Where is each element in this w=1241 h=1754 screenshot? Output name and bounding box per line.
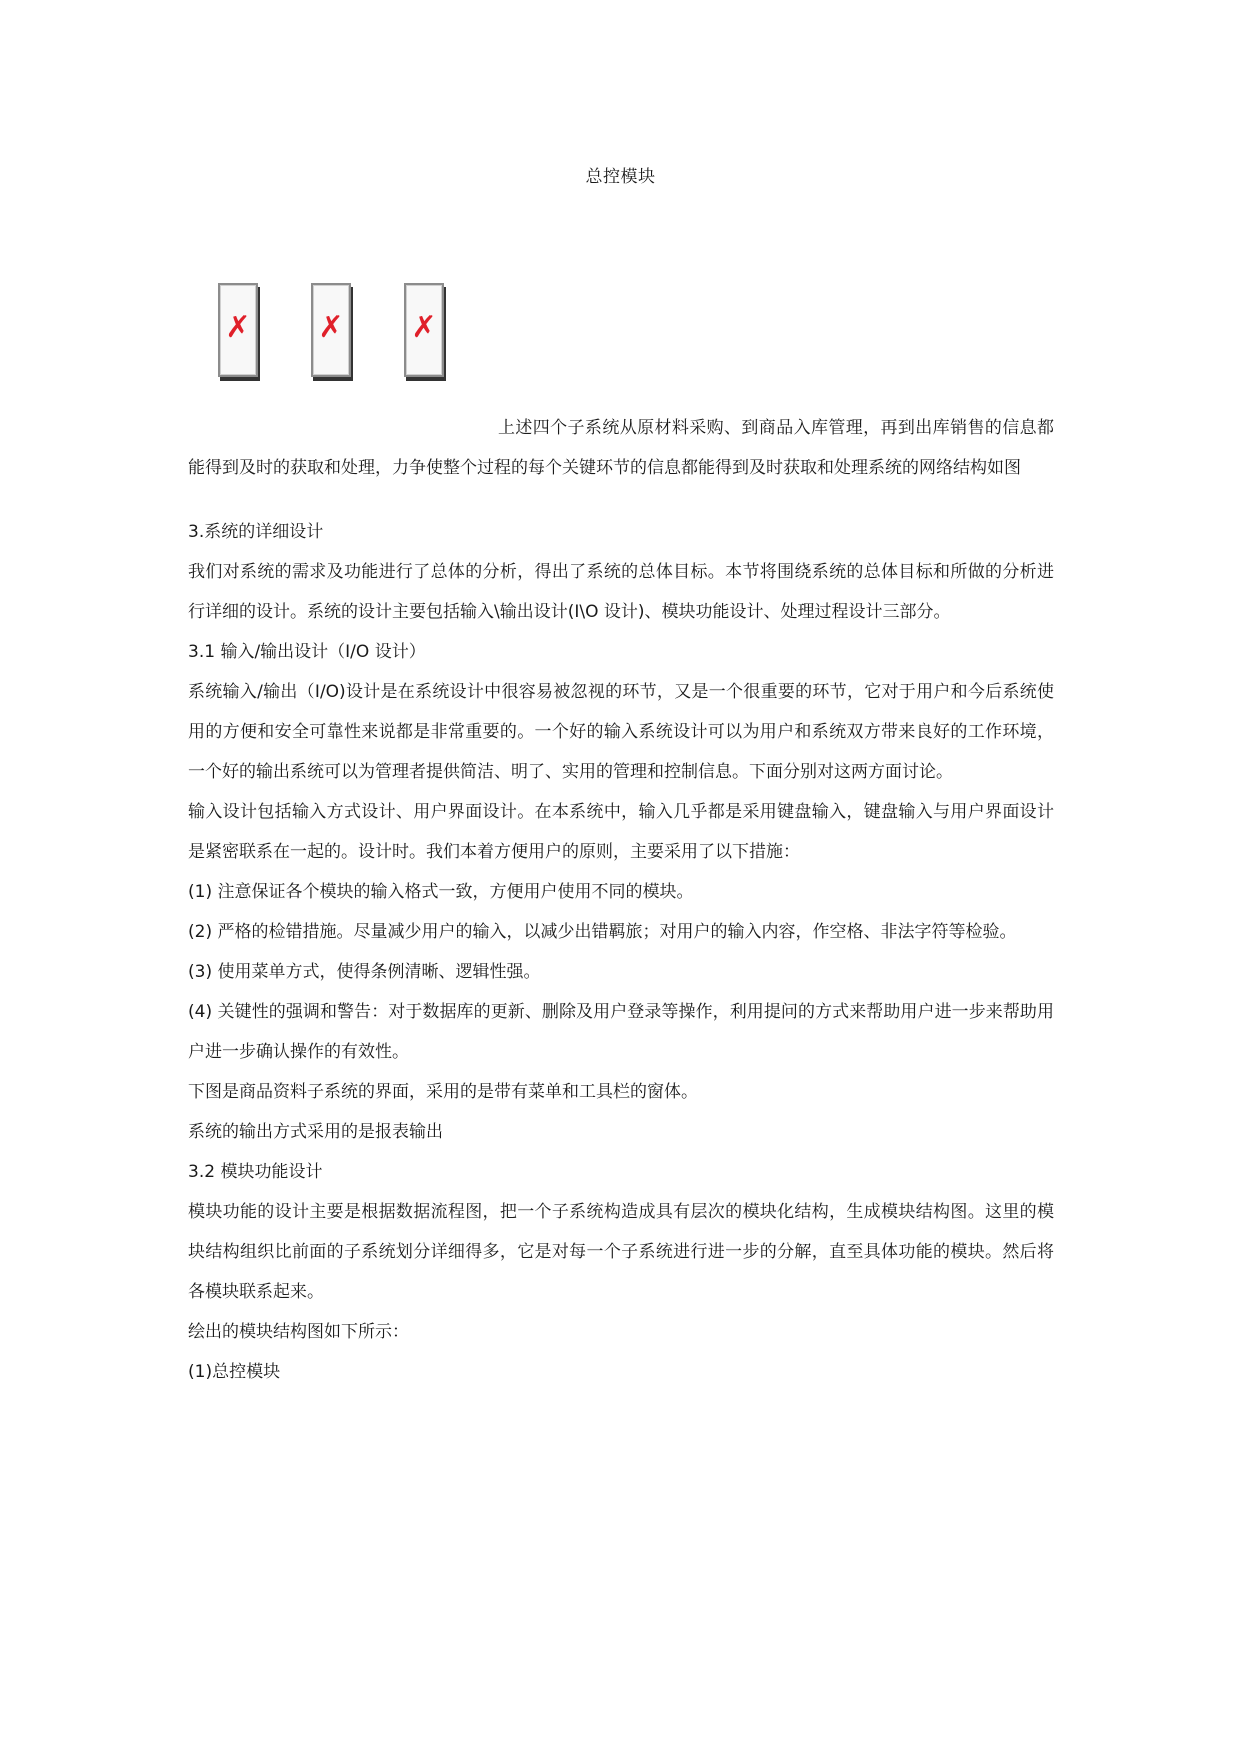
figure-caption: 总控模块 <box>585 167 656 187</box>
list-item-2: (2) 严格的检错措施。尽量减少用户的输入，以减少出错羁旅；对用户的输入内容，作空格、非法字符等检验。 <box>188 922 1017 942</box>
broken-image-icon: ✗ <box>311 283 351 377</box>
section-heading-3: 3.系统的详细设计 <box>188 522 324 542</box>
list-item-1: (1) 注意保证各个模块的输入格式一致，方便用户使用不同的模块。 <box>188 882 694 902</box>
module-paragraph: 模块功能的设计主要是根据数据流程图，把一个子系统构造成具有层次的模块化结构，生成模块结构图。这里的模块结构组织比前面的子系统划分详细得多，它是对每一个子系统进行进一步的分解，直至具体功能的模块。然后将各模块联系起来。 <box>188 1202 1054 1302</box>
list-item-main-module: (1)总控模块 <box>188 1362 281 1382</box>
body-text <box>188 408 1054 1392</box>
intro-paragraph: 上述四个子系统从原材料采购、到商品入库管理，再到出库销售的信息都能得到及时的获取和处理，力争使整个过程的每个关键环节的信息都能得到及时获取和处理系统的网络结构如图 <box>188 418 1054 478</box>
section-heading-3-1: 3.1 输入/输出设计（I/O 设计） <box>188 642 426 662</box>
ui-paragraph: 下图是商品资料子系统的界面，采用的是带有菜单和工具栏的窗体。 <box>188 1082 698 1102</box>
design-paragraph: 我们对系统的需求及功能进行了总体的分析，得出了系统的总体目标。本节将围绕系统的总体目标和所做的分析进行详细的设计。系统的设计主要包括输入\输出设计(I\O 设计)、模块功能设计、处理过程设计三部分。 <box>188 562 1054 622</box>
list-item-4: (4) 关键性的强调和警告：对于数据库的更新、删除及用户登录等操作，利用提问的方式来帮助用户进一步来帮助用户进一步确认操作的有效性。 <box>188 1002 1054 1062</box>
section-heading-3-2: 3.2 模块功能设计 <box>188 1162 323 1182</box>
drawn-paragraph: 绘出的模块结构图如下所示： <box>188 1322 409 1342</box>
output-paragraph: 系统的输出方式采用的是报表输出 <box>188 1122 443 1142</box>
input-paragraph: 输入设计包括输入方式设计、用户界面设计。在本系统中，输入几乎都是采用键盘输入，键盘输入与用户界面设计是紧密联系在一起的。设计时。我们本着方便用户的原则，主要采用了以下措施： <box>188 802 1054 862</box>
broken-image-icon: ✗ <box>218 283 258 377</box>
io-paragraph: 系统输入/输出（I/O)设计是在系统设计中很容易被忽视的环节，又是一个很重要的环节，它对于用户和今后系统使用的方便和安全可靠性来说都是非常重要的。一个好的输入系统设计可以为用户和系统双方带来良好的工作环境，一个好的输出系统可以为管理者提供简洁、明了、实用的管理和控制信息。下面分别对这两方面讨论。 <box>188 682 1054 782</box>
list-item-3: (3) 使用菜单方式，使得条例清晰、逻辑性强。 <box>188 962 541 982</box>
broken-image-icon: ✗ <box>404 283 444 377</box>
